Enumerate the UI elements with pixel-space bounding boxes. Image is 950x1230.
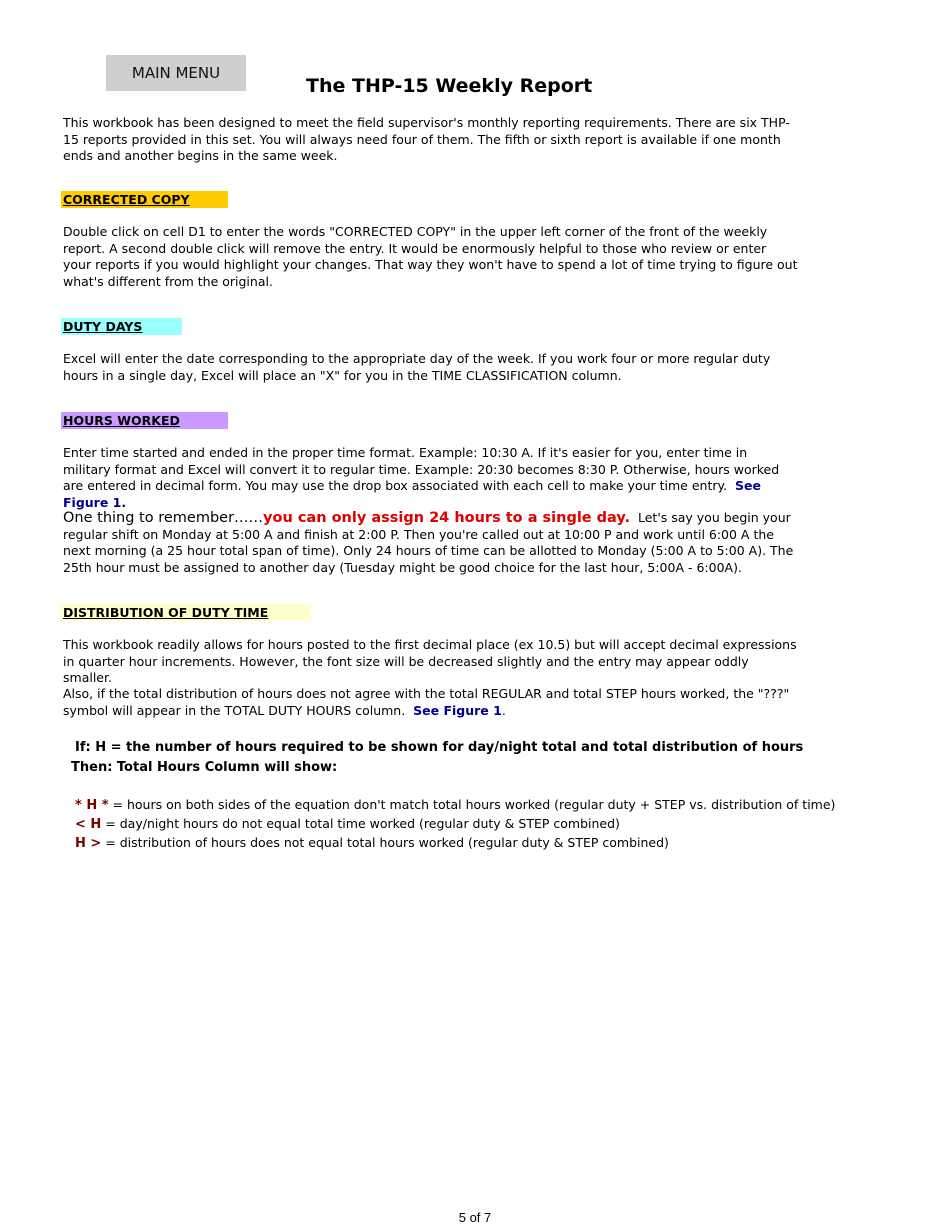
intro-paragraph: This workbook has been designed to meet the field supervisor's monthly reporting requirements. There are six THP-15 reports provided in this set. You will always need four of them. The fifth or sixth report is available if one month ends and another begins in the same week.: [63, 115, 790, 163]
distribution-text-2: [63, 686, 798, 719]
main-menu-button[interactable]: MAIN MENU: [106, 55, 246, 91]
legend-text: = day/night hours do not equal total time worked (regular duty & STEP combined): [105, 816, 620, 831]
remember-emphasis: you can only assign 24 hours to a single day.: [263, 510, 631, 526]
distribution-text-1: This workbook readily allows for hours posted to the first decimal place (ex 10.5) but will accept decimal expressions in quarter hour increments. However, the font size will be decreased slightly and the entry may appear oddly smaller.: [63, 637, 797, 685]
hours-worked-text: [63, 445, 798, 511]
section-heading-distribution: DISTRIBUTION OF DUTY TIME: [61, 604, 311, 621]
hours-worked-body: Enter time started and ended in the proper time format. Example: 10:30 A. If it's easier for you, enter time in military format and Excel will convert it to regular time. Example: 20:30 becomes 8:30 P. Otherwise, hours worked are entered in decimal form. You may use the drop box associated with each cell to make your time entry.: [63, 445, 780, 493]
page-title: The THP-15 Weekly Report: [306, 75, 593, 97]
legend-row: [75, 835, 669, 851]
distribution-body: Also, if the total distribution of hours does not agree with the total REGULAR and total STEP hours worked, the "???" symbol will appear in the TOTAL DUTY HOURS column.: [63, 686, 790, 718]
section-heading-duty-days: DUTY DAYS: [61, 318, 182, 335]
remember-intro: One thing to remember……: [63, 510, 264, 526]
legend-text: = distribution of hours does not equal total hours worked (regular duty & STEP combined): [105, 835, 669, 850]
distribution-period: .: [501, 702, 506, 718]
legend-row: [75, 797, 835, 813]
then-line: Then: Total Hours Column will show:: [71, 760, 338, 775]
legend-text: = hours on both sides of the equation don't match total hours worked (regular duty + STEP vs. distribution of time): [112, 797, 836, 812]
remember-paragraph: [63, 510, 798, 576]
legend-symbol: < H: [75, 817, 102, 832]
remember-body: Let's say you begin your regular shift on Monday at 5:00 A and finish at 2:00 P. Then you're called out at 10:00 P and work until 6:00 A the next morning (a 25 hour total span of time). Only 24 hours of time can be allotted to Monday (5:00 A to 5:00 A). The 25th hour must be assigned to another day (Tuesday might be good choice for the last hour, 5:00A - 6:00A).: [63, 510, 794, 575]
legend-row: [75, 816, 620, 832]
duty-days-text: Excel will enter the date corresponding to the appropriate day of the week. If you work four or more regular duty hours in a single day, Excel will place an "X" for you in the TIME CLASSIFICATION column.: [63, 351, 771, 383]
see-figure-1-link[interactable]: See Figure 1.: [63, 478, 762, 510]
section-heading-corrected-copy: CORRECTED COPY: [61, 191, 228, 208]
page-number: 5 of 7: [458, 1210, 492, 1225]
if-line: If: H = the number of hours required to be shown for day/night total and total distribution of hours: [75, 740, 804, 755]
see-figure-1-link-2[interactable]: See Figure 1: [413, 702, 502, 718]
corrected-copy-text: Double click on cell D1 to enter the words "CORRECTED COPY" in the upper left corner of the front of the weekly report. A second double click will remove the entry. It would be enormously helpful to those who review or enter your reports if you would highlight your changes. That way they won't have to spend a lot of time trying to figure out what's different from the original.: [63, 224, 798, 289]
legend-symbol: H >: [75, 836, 102, 851]
legend-symbol: * H *: [75, 798, 109, 813]
section-heading-hours-worked: HOURS WORKED: [61, 412, 228, 429]
